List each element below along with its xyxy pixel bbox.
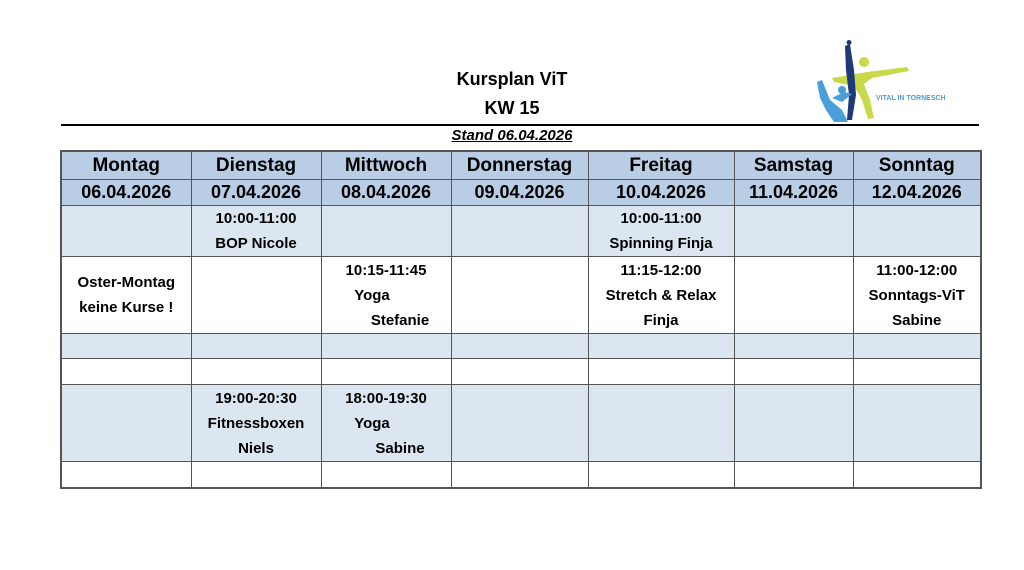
week-label: KW 15 bbox=[484, 98, 540, 118]
day-header-mittwoch: Mittwoch bbox=[321, 151, 451, 180]
slot-cell bbox=[321, 334, 451, 359]
slot-cell bbox=[191, 462, 321, 489]
course-time: 10:15-11:45 bbox=[345, 261, 427, 279]
slot-cell bbox=[191, 334, 321, 359]
course-cell bbox=[588, 257, 734, 334]
slot-row bbox=[61, 462, 981, 489]
course-trainer: Niels bbox=[238, 439, 274, 457]
course-name: Stretch & Relax bbox=[605, 286, 717, 304]
slot-cell bbox=[853, 359, 981, 385]
course-cell bbox=[588, 206, 734, 257]
slot-cell bbox=[588, 359, 734, 385]
slot-cell bbox=[853, 206, 981, 257]
slot-cell bbox=[734, 385, 853, 462]
course-cell bbox=[853, 257, 981, 334]
plan-title: Kursplan ViT bbox=[456, 69, 568, 89]
course-trainer: Finja bbox=[643, 311, 679, 329]
stand-date: Stand 06.04.2026 bbox=[451, 127, 573, 144]
day-header-samstag: Samstag bbox=[734, 151, 853, 180]
date-dienstag: 07.04.2026 bbox=[191, 180, 321, 206]
course-time: 11:15-12:00 bbox=[620, 261, 702, 279]
slot-cell bbox=[853, 334, 981, 359]
course-time: 10:00-11:00 bbox=[620, 210, 702, 227]
weekday-header-row bbox=[61, 151, 981, 180]
date-freitag: 10.04.2026 bbox=[588, 180, 734, 206]
slot-cell bbox=[734, 334, 853, 359]
slot-cell bbox=[588, 385, 734, 462]
date-sonntag: 12.04.2026 bbox=[853, 180, 981, 206]
course-trainer: Sabine bbox=[375, 439, 425, 457]
slot-cell bbox=[191, 359, 321, 385]
course-name: Yoga bbox=[354, 414, 390, 432]
slot-cell bbox=[734, 206, 853, 257]
course-cell bbox=[321, 385, 451, 462]
day-header-donnerstag: Donnerstag bbox=[451, 151, 588, 180]
slot-cell bbox=[588, 462, 734, 489]
logo-text: VITAL IN TORNESCH bbox=[876, 95, 946, 102]
course-cell bbox=[191, 385, 321, 462]
slot-row bbox=[61, 359, 981, 385]
course-name: Sonntags-ViT bbox=[868, 286, 965, 304]
slot-cell bbox=[451, 359, 588, 385]
holiday-cell bbox=[61, 257, 191, 334]
slot-cell bbox=[451, 334, 588, 359]
date-row bbox=[61, 180, 981, 206]
course-cell bbox=[321, 257, 451, 334]
slot-row bbox=[61, 334, 981, 359]
slot-cell bbox=[588, 334, 734, 359]
day-header-montag: Montag bbox=[61, 151, 191, 180]
date-samstag: 11.04.2026 bbox=[734, 180, 853, 206]
day-header-freitag: Freitag bbox=[588, 151, 734, 180]
course-name: BOP Nicole bbox=[215, 235, 297, 252]
slot-cell bbox=[61, 385, 191, 462]
slot-cell bbox=[451, 206, 588, 257]
slot-row bbox=[61, 385, 981, 462]
course-time: 19:00-20:30 bbox=[215, 389, 297, 407]
holiday-name: Oster-Montag bbox=[77, 274, 175, 291]
day-header-sonntag: Sonntag bbox=[853, 151, 981, 180]
course-name: Spinning Finja bbox=[609, 235, 713, 252]
slot-cell bbox=[61, 462, 191, 489]
course-cell bbox=[191, 206, 321, 257]
slot-cell bbox=[191, 257, 321, 334]
course-time: 10:00-11:00 bbox=[215, 210, 297, 227]
slot-row bbox=[61, 257, 981, 334]
slot-cell bbox=[853, 385, 981, 462]
course-time: 18:00-19:30 bbox=[345, 389, 427, 407]
date-montag: 06.04.2026 bbox=[61, 180, 191, 206]
course-trainer: Sabine bbox=[892, 311, 942, 329]
day-header-dienstag: Dienstag bbox=[191, 151, 321, 180]
slot-cell bbox=[451, 462, 588, 489]
date-donnerstag: 09.04.2026 bbox=[451, 180, 588, 206]
slot-cell bbox=[61, 334, 191, 359]
slot-cell bbox=[853, 462, 981, 489]
slot-cell bbox=[61, 206, 191, 257]
slot-cell bbox=[734, 462, 853, 489]
slot-cell bbox=[321, 462, 451, 489]
slot-cell bbox=[61, 359, 191, 385]
vit-logo bbox=[812, 40, 962, 128]
course-schedule-table bbox=[60, 150, 982, 489]
slot-cell bbox=[451, 257, 588, 334]
holiday-note: keine Kurse ! bbox=[79, 299, 174, 316]
slot-cell bbox=[734, 359, 853, 385]
slot-cell bbox=[321, 359, 451, 385]
course-name: Yoga bbox=[354, 286, 390, 304]
vit-logo-graphic bbox=[812, 40, 962, 128]
course-name: Fitnessboxen bbox=[207, 414, 305, 432]
slot-cell bbox=[734, 257, 853, 334]
slot-cell bbox=[451, 385, 588, 462]
slot-row bbox=[61, 206, 981, 257]
date-mittwoch: 08.04.2026 bbox=[321, 180, 451, 206]
slot-cell bbox=[321, 206, 451, 257]
course-trainer: Stefanie bbox=[370, 311, 430, 329]
course-time: 11:00-12:00 bbox=[876, 261, 958, 279]
